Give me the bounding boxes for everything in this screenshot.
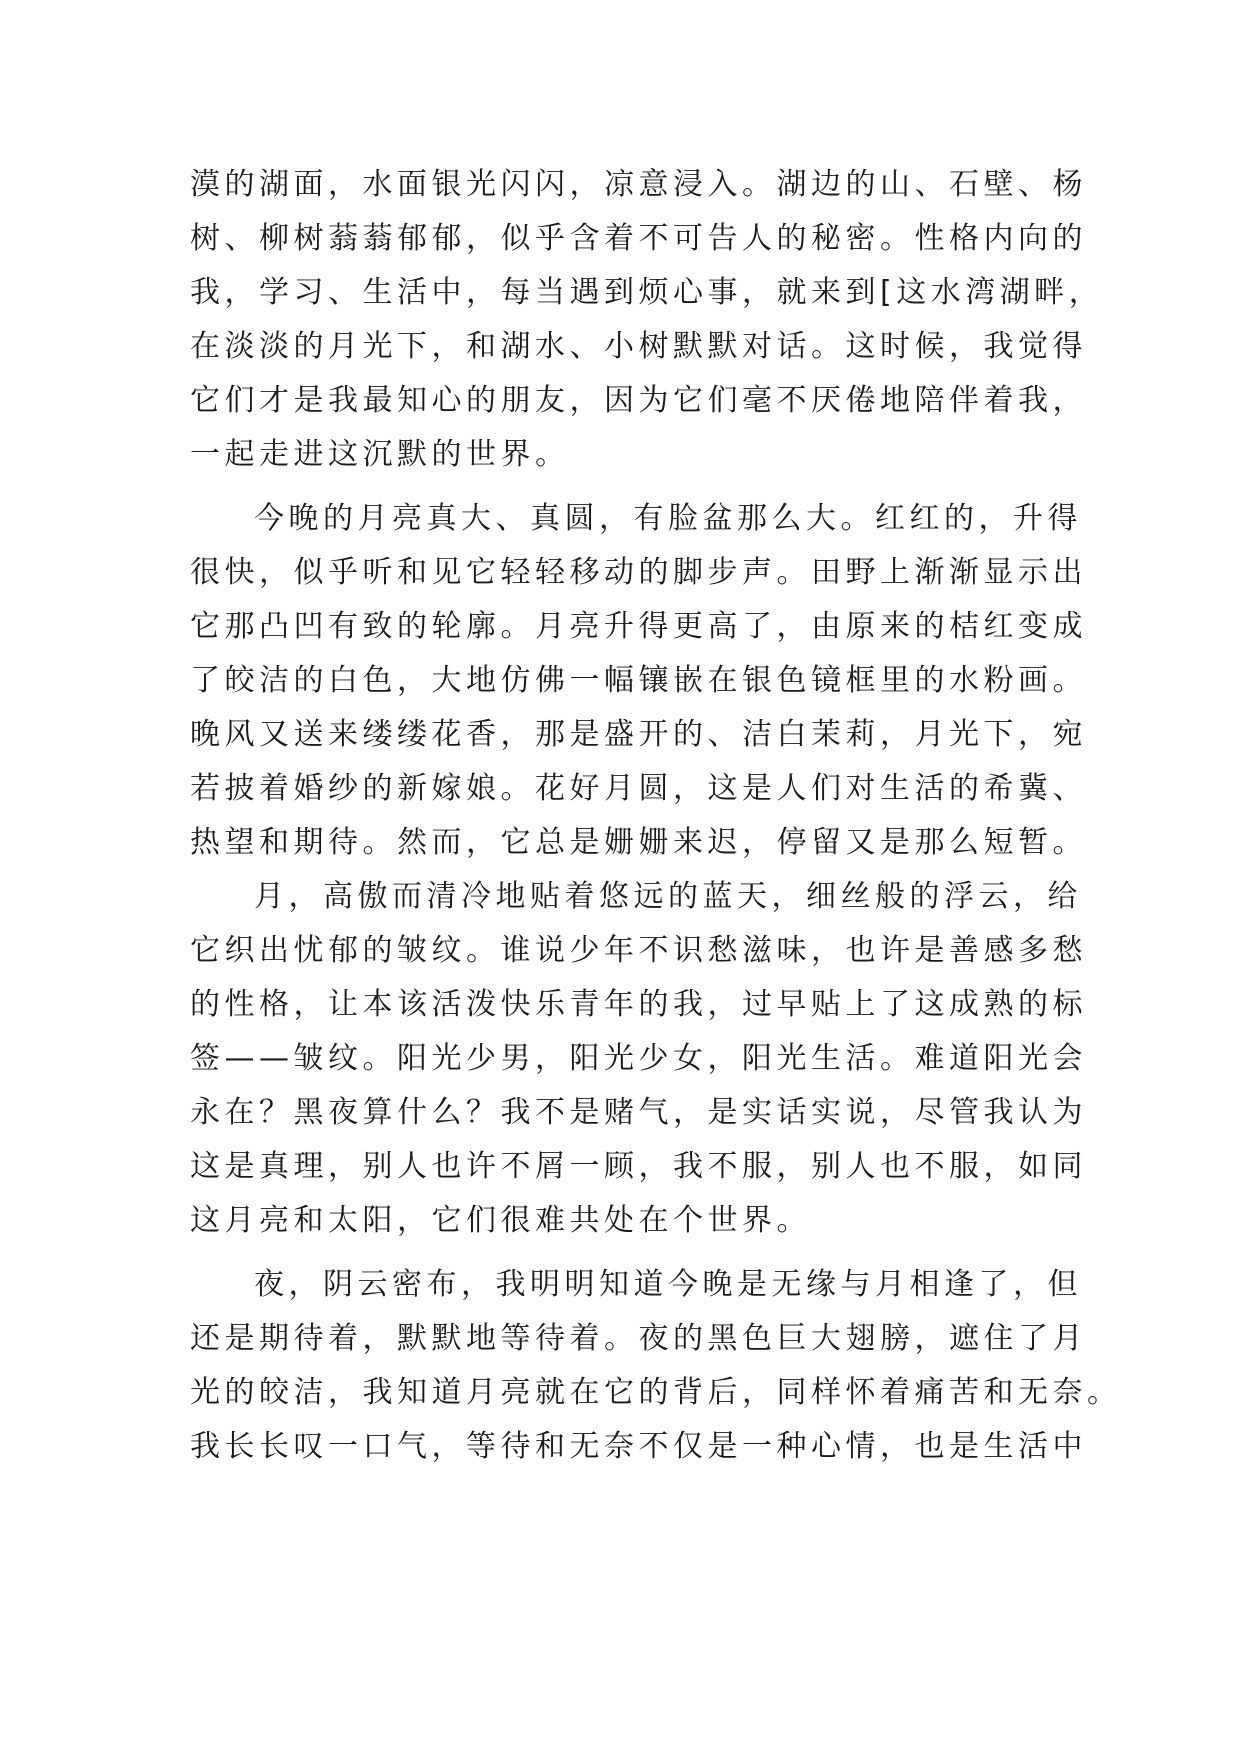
text-line: 若披着婚纱的新嫁娘。花好月圆，这是人们对生活的希冀、 bbox=[190, 771, 1087, 806]
text-line: 我长长叹一口气，等待和无奈不仅是一种心情，也是生活中 bbox=[190, 1429, 1087, 1464]
text-line: 漠的湖面，水面银光闪闪，凉意浸入。湖边的山、石壁、杨 bbox=[190, 167, 1087, 202]
text-line: 这是真理，别人也许不屑一顾，我不服，别人也不服，如同 bbox=[190, 1149, 1087, 1184]
text-line: 光的皎洁，我知道月亮就在它的背后，同样怀着痛苦和无奈。 bbox=[190, 1375, 1122, 1410]
text-line: 树、柳树蓊蓊郁郁，似乎含着不可告人的秘密。性格内向的 bbox=[190, 221, 1087, 256]
paragraph-spacer bbox=[190, 1248, 1070, 1258]
text-line: 它们才是我最知心的朋友，因为它们毫不厌倦地陪伴着我， bbox=[190, 383, 1087, 418]
text-line: 很快，似乎听和见它轻轻移动的脚步声。田野上渐渐显示出 bbox=[190, 555, 1087, 590]
text-line: 它那凸凹有致的轮廓。月亮升得更高了，由原来的桔红变成 bbox=[190, 609, 1087, 644]
text-line: 这月亮和太阳，它们很难共处在个世界。 bbox=[190, 1203, 811, 1238]
text-line: 热望和期待。然而，它总是姗姗来迟，停留又是那么短暂。 bbox=[190, 825, 1087, 860]
paragraph-4 bbox=[190, 1258, 1122, 1474]
article-body bbox=[190, 158, 1122, 1474]
text-line: 在淡淡的月光下，和湖水、小树默默对话。这时候，我觉得 bbox=[190, 329, 1087, 364]
paragraph-3 bbox=[190, 870, 1087, 1248]
text-line: 夜，阴云密布，我明明知道今晚是无缘与月相逢了，但 bbox=[254, 1267, 1082, 1302]
paragraph-2 bbox=[190, 492, 1087, 870]
text-line: 今晚的月亮真大、真圆，有脸盆那么大。红红的，升得 bbox=[254, 501, 1082, 536]
text-line: 还是期待着，默默地等待着。夜的黑色巨大翅膀，遮住了月 bbox=[190, 1321, 1087, 1356]
text-line: 签——皱纹。阳光少男，阳光少女，阳光生活。难道阳光会 bbox=[190, 1041, 1087, 1076]
paragraph-spacer bbox=[190, 482, 1070, 492]
text-line: 了皎洁的白色，大地仿佛一幅镶嵌在银色镜框里的水粉画。 bbox=[190, 663, 1087, 698]
text-line: 它织出忧郁的皱纹。谁说少年不识愁滋味，也许是善感多愁 bbox=[190, 933, 1087, 968]
text-line: 一起走进这沉默的世界。 bbox=[190, 437, 570, 472]
text-line: 永在？黑夜算什么？我不是赌气，是实话实说，尽管我认为 bbox=[190, 1095, 1087, 1130]
text-line: 的性格，让本该活泼快乐青年的我，过早贴上了这成熟的标 bbox=[190, 987, 1087, 1022]
text-line: 晚风又送来缕缕花香，那是盛开的、洁白茉莉，月光下，宛 bbox=[190, 717, 1087, 752]
text-line: 我，学习、生活中，每当遇到烦心事，就来到[这水湾湖畔， bbox=[190, 275, 1104, 310]
text-line: 月，高傲而清冷地贴着悠远的蓝天，细丝般的浮云，给 bbox=[254, 879, 1082, 914]
paragraph-1 bbox=[190, 158, 1104, 482]
